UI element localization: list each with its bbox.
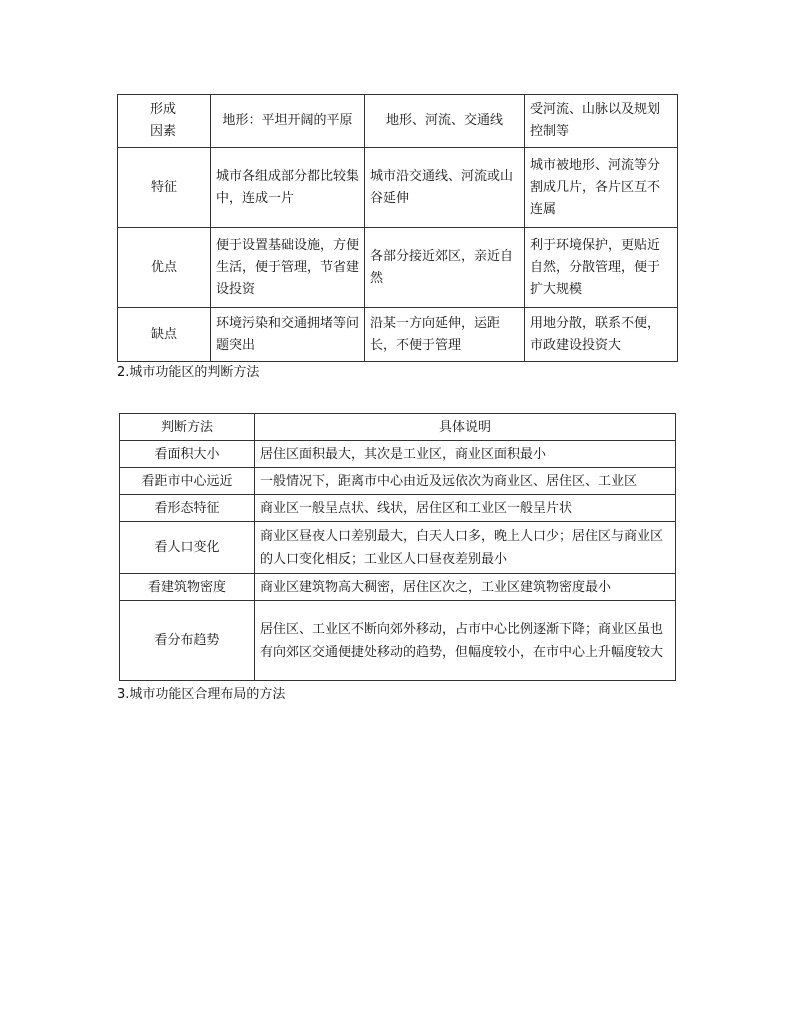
detail-cell: 商业区昼夜人口差别最大，白天人口多，晚上人口少；居住区与商业区的人口变化相反；工业区人口昼夜差别最小: [255, 522, 676, 574]
section-heading-3: 3.城市功能区合理布局的方法: [117, 687, 286, 702]
table-row: [118, 148, 678, 228]
cell-river-advantages: 各部分接近郊区，亲近自然: [365, 228, 525, 308]
row-label-line1: 形成: [150, 102, 177, 117]
detail-cell: 居住区面积最大，其次是工业区，商业区面积最小: [255, 441, 676, 468]
cell-river-formation: 地形、河流、交通线: [365, 95, 525, 148]
row-label-formation-factors: [118, 95, 211, 148]
detail-cell: 一般情况下，距离市中心由近及远依次为商业区、居住区、工业区: [255, 468, 676, 495]
table-row: [120, 522, 676, 574]
cell-river-features: 城市沿交通线、河流或山谷延伸: [365, 148, 525, 228]
cell-plain-features: 城市各组成部分都比较集中，连成一片: [211, 148, 365, 228]
method-cell: 看建筑物密度: [120, 574, 255, 601]
row-label-line2: 因素: [150, 124, 177, 139]
header-detail: 具体说明: [255, 414, 676, 441]
detail-cell: 商业区一般呈点状、线状，居住区和工业区一般呈片状: [255, 495, 676, 522]
cell-plain-disadvantages: 环境污染和交通拥堵等问题突出: [211, 308, 365, 362]
table-header-row: [120, 414, 676, 441]
cell-plain-formation: 地形：平坦开阔的平原: [211, 95, 365, 148]
table-row: [120, 468, 676, 495]
cell-river-disadvantages: 沿某一方向延伸，运距长，不便于管理: [365, 308, 525, 362]
cell-mountain-features: 城市被地形、河流等分割成几片，各片区互不连属: [525, 148, 678, 228]
detail-cell: 商业区建筑物高大稠密，居住区次之，工业区建筑物密度最小: [255, 574, 676, 601]
method-cell: 看面积大小: [120, 441, 255, 468]
cell-mountain-advantages: 利于环境保护，更贴近自然，分散管理，便于扩大规模: [525, 228, 678, 308]
method-cell: 看分布趋势: [120, 601, 255, 681]
table-row: [120, 441, 676, 468]
urban-form-table: [117, 94, 678, 362]
cell-mountain-disadvantages: 用地分散，联系不便，市政建设投资大: [525, 308, 678, 362]
row-label-features: 特征: [118, 148, 211, 228]
table-row: [120, 574, 676, 601]
section-heading-2: 2.城市功能区的判断方法: [117, 365, 260, 380]
method-cell: 看形态特征: [120, 495, 255, 522]
method-cell: 看距市中心远近: [120, 468, 255, 495]
cell-mountain-formation: 受河流、山脉以及规划控制等: [525, 95, 678, 148]
table-row: [118, 308, 678, 362]
method-cell: 看人口变化: [120, 522, 255, 574]
table-row: [120, 495, 676, 522]
header-method: 判断方法: [120, 414, 255, 441]
table-row: [120, 601, 676, 681]
row-label-advantages: 优点: [118, 228, 211, 308]
function-zone-judgment-table: [119, 413, 676, 681]
row-label-disadvantages: 缺点: [118, 308, 211, 362]
detail-cell: 居住区、工业区不断向郊外移动，占市中心比例逐渐下降；商业区虽也有向郊区交通便捷处移动的趋势，但幅度较小，在市中心上升幅度较大: [255, 601, 676, 681]
cell-plain-advantages: 便于设置基础设施，方便生活，便于管理，节省建设投资: [211, 228, 365, 308]
table-row: [118, 228, 678, 308]
table-row: [118, 95, 678, 148]
